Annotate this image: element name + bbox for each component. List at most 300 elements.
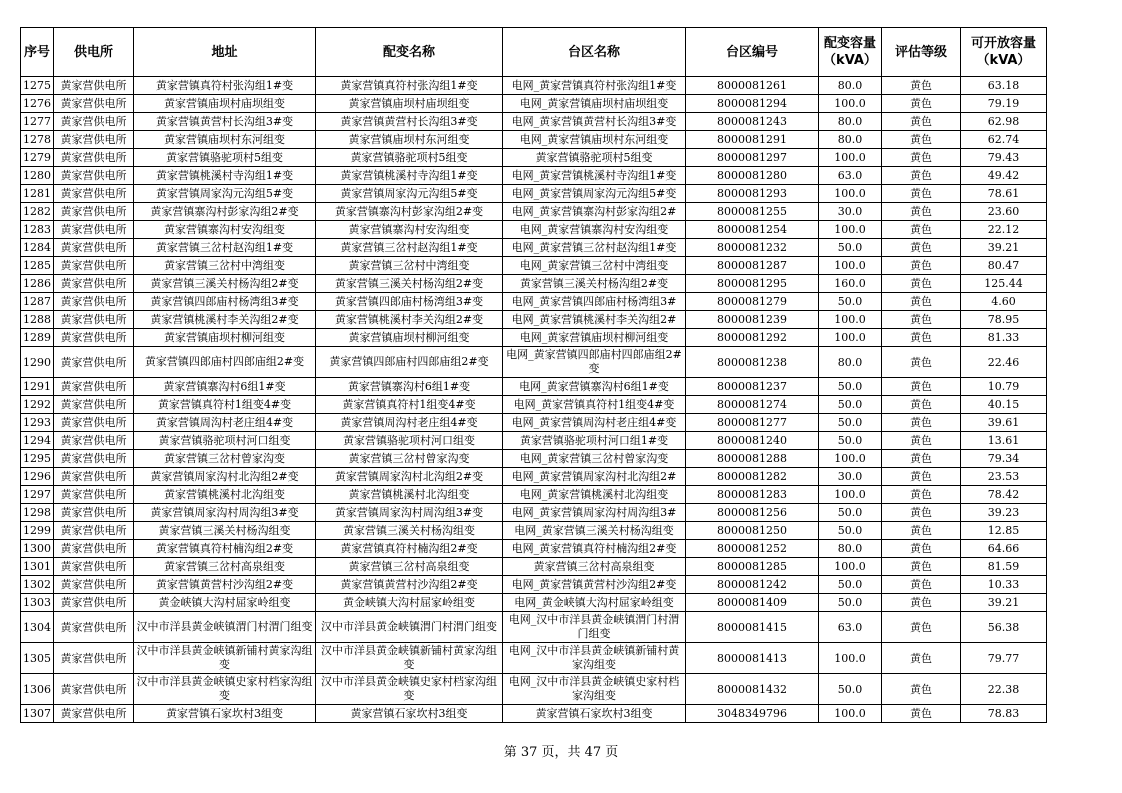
cell-seq: 1286 — [21, 275, 54, 293]
cell-rating: 黄色 — [882, 396, 961, 414]
cell-transformer: 黄家营镇周家沟村周沟组3#变 — [316, 504, 503, 522]
header-station: 供电所 — [54, 28, 134, 77]
cell-station: 黄家营供电所 — [54, 167, 134, 185]
cell-station: 黄家营供电所 — [54, 113, 134, 131]
cell-address: 黄家营镇骆驼项村河口组变 — [134, 432, 316, 450]
cell-address: 黄家营镇三岔村赵沟组1#变 — [134, 239, 316, 257]
cell-area-code: 8000081415 — [686, 612, 819, 643]
cell-rating: 黄色 — [882, 378, 961, 396]
cell-address: 黄金峡镇大沟村屈家岭组变 — [134, 594, 316, 612]
cell-station: 黄家营供电所 — [54, 558, 134, 576]
cell-area-name: 电网_汉中市洋县黄金峡镇史家村档家沟组变 — [503, 674, 686, 705]
cell-area-name: 电网_黄家营镇黄营村沙沟组2#变 — [503, 576, 686, 594]
cell-rating: 黄色 — [882, 203, 961, 221]
cell-seq: 1278 — [21, 131, 54, 149]
table-row — [21, 203, 1047, 221]
cell-area-code: 8000081238 — [686, 347, 819, 378]
cell-rating: 黄色 — [882, 275, 961, 293]
table-row — [21, 378, 1047, 396]
cell-capacity: 100.0 — [819, 329, 882, 347]
cell-available: 23.60 — [961, 203, 1047, 221]
cell-rating: 黄色 — [882, 432, 961, 450]
cell-seq: 1279 — [21, 149, 54, 167]
cell-area-code: 8000081261 — [686, 77, 819, 95]
cell-capacity: 100.0 — [819, 311, 882, 329]
cell-transformer: 黄家营镇桃溪村李关沟组2#变 — [316, 311, 503, 329]
cell-rating: 黄色 — [882, 77, 961, 95]
table-row — [21, 257, 1047, 275]
cell-available: 4.60 — [961, 293, 1047, 311]
cell-transformer: 黄金峡镇大沟村屈家岭组变 — [316, 594, 503, 612]
cell-seq: 1302 — [21, 576, 54, 594]
cell-available: 22.38 — [961, 674, 1047, 705]
cell-address: 汉中市洋县黄金峡镇史家村档家沟组变 — [134, 674, 316, 705]
cell-area-code: 8000081297 — [686, 149, 819, 167]
cell-area-name: 电网_黄家营镇三岔村中湾组变 — [503, 257, 686, 275]
cell-seq: 1284 — [21, 239, 54, 257]
cell-rating: 黄色 — [882, 486, 961, 504]
cell-available: 80.47 — [961, 257, 1047, 275]
cell-available: 39.61 — [961, 414, 1047, 432]
cell-available: 79.77 — [961, 643, 1047, 674]
cell-seq: 1294 — [21, 432, 54, 450]
table-row — [21, 540, 1047, 558]
cell-address: 黄家营镇黄营村长沟组3#变 — [134, 113, 316, 131]
table-row — [21, 504, 1047, 522]
cell-capacity: 80.0 — [819, 540, 882, 558]
cell-transformer: 汉中市洋县黄金峡镇史家村档家沟组变 — [316, 674, 503, 705]
cell-address: 黄家营镇寨沟村6组1#变 — [134, 378, 316, 396]
cell-station: 黄家营供电所 — [54, 257, 134, 275]
cell-rating: 黄色 — [882, 149, 961, 167]
cell-area-name: 电网_黄家营镇桃溪村北沟组变 — [503, 486, 686, 504]
table-body — [21, 77, 1047, 723]
cell-seq: 1290 — [21, 347, 54, 378]
cell-seq: 1306 — [21, 674, 54, 705]
cell-rating: 黄色 — [882, 674, 961, 705]
cell-rating: 黄色 — [882, 594, 961, 612]
cell-address: 汉中市洋县黄金峡镇新铺村黄家沟组变 — [134, 643, 316, 674]
cell-capacity: 100.0 — [819, 643, 882, 674]
cell-address: 黄家营镇三溪关村杨沟组2#变 — [134, 275, 316, 293]
cell-area-name: 黄家营镇三溪关村杨沟组2#变 — [503, 275, 686, 293]
table-row — [21, 131, 1047, 149]
cell-area-name: 电网_黄家营镇四郎庙村杨湾组3# — [503, 293, 686, 311]
cell-rating: 黄色 — [882, 293, 961, 311]
cell-available: 78.42 — [961, 486, 1047, 504]
cell-address: 汉中市洋县黄金峡镇渭门村渭门组变 — [134, 612, 316, 643]
cell-address: 黄家营镇真符村张沟组1#变 — [134, 77, 316, 95]
cell-area-code: 8000081252 — [686, 540, 819, 558]
cell-transformer: 黄家营镇桃溪村寺沟组1#变 — [316, 167, 503, 185]
cell-capacity: 80.0 — [819, 113, 882, 131]
cell-transformer: 黄家营镇庙坝村东河组变 — [316, 131, 503, 149]
cell-available: 13.61 — [961, 432, 1047, 450]
cell-available: 39.23 — [961, 504, 1047, 522]
cell-rating: 黄色 — [882, 576, 961, 594]
cell-capacity: 50.0 — [819, 293, 882, 311]
cell-area-name: 电网_黄家营镇三岔村曾家沟变 — [503, 450, 686, 468]
cell-transformer: 黄家营镇庙坝村柳河组变 — [316, 329, 503, 347]
cell-available: 23.53 — [961, 468, 1047, 486]
table-row — [21, 414, 1047, 432]
cell-area-code: 8000081280 — [686, 167, 819, 185]
cell-transformer: 黄家营镇桃溪村北沟组变 — [316, 486, 503, 504]
cell-station: 黄家营供电所 — [54, 203, 134, 221]
cell-capacity: 100.0 — [819, 558, 882, 576]
table-row — [21, 221, 1047, 239]
cell-area-code: 8000081232 — [686, 239, 819, 257]
cell-address: 黄家营镇周家沟元沟组5#变 — [134, 185, 316, 203]
cell-area-name: 电网_黄家营镇周家沟村周沟组3# — [503, 504, 686, 522]
header-seq: 序号 — [21, 28, 54, 77]
cell-station: 黄家营供电所 — [54, 275, 134, 293]
cell-available: 63.18 — [961, 77, 1047, 95]
cell-station: 黄家营供电所 — [54, 432, 134, 450]
cell-station: 黄家营供电所 — [54, 643, 134, 674]
cell-area-name: 黄家营镇骆驼项村5组变 — [503, 149, 686, 167]
cell-rating: 黄色 — [882, 522, 961, 540]
cell-station: 黄家营供电所 — [54, 239, 134, 257]
cell-address: 黄家营镇真符村楠沟组2#变 — [134, 540, 316, 558]
header-available: 可开放容量 （kVA） — [961, 28, 1047, 77]
cell-station: 黄家营供电所 — [54, 396, 134, 414]
cell-rating: 黄色 — [882, 257, 961, 275]
cell-capacity: 100.0 — [819, 95, 882, 113]
cell-rating: 黄色 — [882, 558, 961, 576]
cell-transformer: 汉中市洋县黄金峡镇新铺村黄家沟组变 — [316, 643, 503, 674]
table-row — [21, 396, 1047, 414]
cell-address: 黄家营镇庙坝村庙坝组变 — [134, 95, 316, 113]
cell-area-code: 8000081409 — [686, 594, 819, 612]
cell-area-code: 3048349796 — [686, 705, 819, 723]
cell-address: 黄家营镇桃溪村寺沟组1#变 — [134, 167, 316, 185]
cell-address: 黄家营镇周家沟村北沟组2#变 — [134, 468, 316, 486]
cell-seq: 1304 — [21, 612, 54, 643]
cell-seq: 1282 — [21, 203, 54, 221]
cell-capacity: 30.0 — [819, 203, 882, 221]
cell-available: 39.21 — [961, 594, 1047, 612]
cell-capacity: 50.0 — [819, 414, 882, 432]
cell-area-name: 电网_黄家营镇寨沟村安沟组变 — [503, 221, 686, 239]
header-transformer: 配变名称 — [316, 28, 503, 77]
table-row — [21, 486, 1047, 504]
cell-transformer: 黄家营镇三岔村赵沟组1#变 — [316, 239, 503, 257]
cell-rating: 黄色 — [882, 221, 961, 239]
cell-transformer: 黄家营镇寨沟村安沟组变 — [316, 221, 503, 239]
cell-transformer: 黄家营镇三溪关村杨沟组变 — [316, 522, 503, 540]
cell-area-code: 8000081432 — [686, 674, 819, 705]
cell-area-name: 电网_黄家营镇庙坝村庙坝组变 — [503, 95, 686, 113]
cell-capacity: 100.0 — [819, 185, 882, 203]
cell-capacity: 50.0 — [819, 378, 882, 396]
cell-available: 62.74 — [961, 131, 1047, 149]
cell-seq: 1299 — [21, 522, 54, 540]
cell-transformer: 黄家营镇真符村楠沟组2#变 — [316, 540, 503, 558]
cell-area-name: 电网_黄家营镇三溪关村杨沟组变 — [503, 522, 686, 540]
cell-area-name: 电网_黄家营镇庙坝村东河组变 — [503, 131, 686, 149]
cell-capacity: 100.0 — [819, 221, 882, 239]
cell-station: 黄家营供电所 — [54, 540, 134, 558]
cell-seq: 1307 — [21, 705, 54, 723]
cell-capacity: 50.0 — [819, 432, 882, 450]
cell-address: 黄家营镇寨沟村彭家沟组2#变 — [134, 203, 316, 221]
cell-transformer: 汉中市洋县黄金峡镇渭门村渭门组变 — [316, 612, 503, 643]
cell-rating: 黄色 — [882, 131, 961, 149]
cell-station: 黄家营供电所 — [54, 347, 134, 378]
cell-area-name: 电网_黄家营镇真符村楠沟组2#变 — [503, 540, 686, 558]
cell-seq: 1289 — [21, 329, 54, 347]
header-area-name: 台区名称 — [503, 28, 686, 77]
cell-available: 78.95 — [961, 311, 1047, 329]
cell-capacity: 80.0 — [819, 347, 882, 378]
cell-capacity: 50.0 — [819, 504, 882, 522]
cell-area-code: 8000081282 — [686, 468, 819, 486]
cell-transformer: 黄家营镇周沟村老庄组4#变 — [316, 414, 503, 432]
cell-available: 10.33 — [961, 576, 1047, 594]
table-row — [21, 311, 1047, 329]
cell-station: 黄家营供电所 — [54, 414, 134, 432]
cell-station: 黄家营供电所 — [54, 705, 134, 723]
cell-seq: 1292 — [21, 396, 54, 414]
cell-capacity: 80.0 — [819, 77, 882, 95]
cell-capacity: 160.0 — [819, 275, 882, 293]
cell-station: 黄家营供电所 — [54, 378, 134, 396]
cell-transformer: 黄家营镇黄营村沙沟组2#变 — [316, 576, 503, 594]
cell-seq: 1297 — [21, 486, 54, 504]
cell-address: 黄家营镇桃溪村李关沟组2#变 — [134, 311, 316, 329]
cell-transformer: 黄家营镇真符村1组变4#变 — [316, 396, 503, 414]
cell-area-code: 8000081274 — [686, 396, 819, 414]
table-row — [21, 77, 1047, 95]
cell-rating: 黄色 — [882, 311, 961, 329]
cell-station: 黄家营供电所 — [54, 504, 134, 522]
cell-rating: 黄色 — [882, 185, 961, 203]
cell-area-code: 8000081287 — [686, 257, 819, 275]
cell-area-code: 8000081413 — [686, 643, 819, 674]
cell-area-code: 8000081295 — [686, 275, 819, 293]
cell-area-name: 黄家营镇石家坎村3组变 — [503, 705, 686, 723]
cell-capacity: 50.0 — [819, 239, 882, 257]
cell-seq: 1300 — [21, 540, 54, 558]
cell-seq: 1275 — [21, 77, 54, 95]
table-row — [21, 113, 1047, 131]
table-row — [21, 347, 1047, 378]
table-row — [21, 432, 1047, 450]
cell-station: 黄家营供电所 — [54, 594, 134, 612]
cell-area-name: 电网_黄家营镇周家沟村北沟组2# — [503, 468, 686, 486]
cell-transformer: 黄家营镇三溪关村杨沟组2#变 — [316, 275, 503, 293]
cell-area-name: 电网_黄家营镇桃溪村寺沟组1#变 — [503, 167, 686, 185]
cell-station: 黄家营供电所 — [54, 612, 134, 643]
cell-available: 79.34 — [961, 450, 1047, 468]
cell-seq: 1280 — [21, 167, 54, 185]
cell-seq: 1288 — [21, 311, 54, 329]
cell-area-name: 电网_黄金峡镇大沟村屈家岭组变 — [503, 594, 686, 612]
cell-capacity: 80.0 — [819, 131, 882, 149]
cell-rating: 黄色 — [882, 468, 961, 486]
cell-transformer: 黄家营镇骆驼项村河口组变 — [316, 432, 503, 450]
cell-address: 黄家营镇庙坝村东河组变 — [134, 131, 316, 149]
table-row — [21, 450, 1047, 468]
cell-area-code: 8000081291 — [686, 131, 819, 149]
cell-capacity: 100.0 — [819, 450, 882, 468]
cell-station: 黄家营供电所 — [54, 486, 134, 504]
cell-transformer: 黄家营镇黄营村长沟组3#变 — [316, 113, 503, 131]
cell-available: 56.38 — [961, 612, 1047, 643]
cell-station: 黄家营供电所 — [54, 674, 134, 705]
cell-area-code: 8000081279 — [686, 293, 819, 311]
table-row — [21, 558, 1047, 576]
cell-transformer: 黄家营镇三岔村曾家沟变 — [316, 450, 503, 468]
cell-address: 黄家营镇真符村1组变4#变 — [134, 396, 316, 414]
cell-area-name: 电网_黄家营镇寨沟村6组1#变 — [503, 378, 686, 396]
cell-available: 78.83 — [961, 705, 1047, 723]
capacity-table — [20, 27, 1047, 723]
cell-seq: 1293 — [21, 414, 54, 432]
cell-seq: 1296 — [21, 468, 54, 486]
cell-transformer: 黄家营镇三岔村中湾组变 — [316, 257, 503, 275]
cell-rating: 黄色 — [882, 643, 961, 674]
cell-available: 39.21 — [961, 239, 1047, 257]
header-capacity: 配变容量 （kVA） — [819, 28, 882, 77]
cell-capacity: 100.0 — [819, 149, 882, 167]
cell-transformer: 黄家营镇寨沟村彭家沟组2#变 — [316, 203, 503, 221]
cell-address: 黄家营镇三岔村高泉组变 — [134, 558, 316, 576]
cell-address: 黄家营镇周家沟村周沟组3#变 — [134, 504, 316, 522]
table-row — [21, 705, 1047, 723]
cell-available: 22.12 — [961, 221, 1047, 239]
cell-available: 81.59 — [961, 558, 1047, 576]
cell-available: 78.61 — [961, 185, 1047, 203]
cell-transformer: 黄家营镇寨沟村6组1#变 — [316, 378, 503, 396]
cell-rating: 黄色 — [882, 414, 961, 432]
cell-area-code: 8000081294 — [686, 95, 819, 113]
cell-rating: 黄色 — [882, 113, 961, 131]
table-row — [21, 612, 1047, 643]
cell-seq: 1276 — [21, 95, 54, 113]
cell-rating: 黄色 — [882, 329, 961, 347]
cell-address: 黄家营镇黄营村沙沟组2#变 — [134, 576, 316, 594]
cell-transformer: 黄家营镇石家坎村3组变 — [316, 705, 503, 723]
cell-area-name: 电网_黄家营镇寨沟村彭家沟组2# — [503, 203, 686, 221]
cell-area-name: 黄家营镇三岔村高泉组变 — [503, 558, 686, 576]
cell-available: 64.66 — [961, 540, 1047, 558]
table-row — [21, 239, 1047, 257]
cell-station: 黄家营供电所 — [54, 149, 134, 167]
cell-station: 黄家营供电所 — [54, 311, 134, 329]
cell-capacity: 50.0 — [819, 576, 882, 594]
cell-station: 黄家营供电所 — [54, 77, 134, 95]
cell-address: 黄家营镇四郎庙村杨湾组3#变 — [134, 293, 316, 311]
cell-transformer: 黄家营镇四郎庙村杨湾组3#变 — [316, 293, 503, 311]
cell-seq: 1295 — [21, 450, 54, 468]
cell-available: 10.79 — [961, 378, 1047, 396]
cell-area-code: 8000081250 — [686, 522, 819, 540]
cell-station: 黄家营供电所 — [54, 95, 134, 113]
cell-area-name: 电网_黄家营镇桃溪村李关沟组2# — [503, 311, 686, 329]
cell-area-code: 8000081239 — [686, 311, 819, 329]
table-row — [21, 594, 1047, 612]
cell-available: 12.85 — [961, 522, 1047, 540]
header-area-code: 台区编号 — [686, 28, 819, 77]
cell-area-name: 电网_汉中市洋县黄金峡镇渭门村渭门组变 — [503, 612, 686, 643]
cell-station: 黄家营供电所 — [54, 293, 134, 311]
cell-capacity: 30.0 — [819, 468, 882, 486]
cell-available: 49.42 — [961, 167, 1047, 185]
cell-seq: 1281 — [21, 185, 54, 203]
cell-rating: 黄色 — [882, 504, 961, 522]
cell-area-code: 8000081283 — [686, 486, 819, 504]
cell-available: 81.33 — [961, 329, 1047, 347]
cell-rating: 黄色 — [882, 347, 961, 378]
cell-address: 黄家营镇桃溪村北沟组变 — [134, 486, 316, 504]
table-row — [21, 468, 1047, 486]
cell-rating: 黄色 — [882, 239, 961, 257]
cell-area-name: 黄家营镇骆驼项村河口组1#变 — [503, 432, 686, 450]
cell-rating: 黄色 — [882, 95, 961, 113]
header-rating: 评估等级 — [882, 28, 961, 77]
cell-area-name: 电网_黄家营镇周家沟元沟组5#变 — [503, 185, 686, 203]
cell-transformer: 黄家营镇三岔村高泉组变 — [316, 558, 503, 576]
cell-seq: 1283 — [21, 221, 54, 239]
cell-area-name: 电网_黄家营镇四郎庙村四郎庙组2#变 — [503, 347, 686, 378]
cell-transformer: 黄家营镇四郎庙村四郎庙组2#变 — [316, 347, 503, 378]
cell-station: 黄家营供电所 — [54, 450, 134, 468]
table-row — [21, 576, 1047, 594]
page-footer: 第 37 页，共 47 页 — [503, 745, 619, 760]
table-row — [21, 674, 1047, 705]
cell-area-code: 8000081256 — [686, 504, 819, 522]
cell-available: 79.43 — [961, 149, 1047, 167]
cell-address: 黄家营镇寨沟村安沟组变 — [134, 221, 316, 239]
cell-available: 125.44 — [961, 275, 1047, 293]
cell-area-name: 电网_黄家营镇真符村1组变4#变 — [503, 396, 686, 414]
cell-station: 黄家营供电所 — [54, 329, 134, 347]
header-address: 地址 — [134, 28, 316, 77]
cell-station: 黄家营供电所 — [54, 131, 134, 149]
cell-area-name: 电网_黄家营镇黄营村长沟组3#变 — [503, 113, 686, 131]
cell-seq: 1287 — [21, 293, 54, 311]
cell-station: 黄家营供电所 — [54, 468, 134, 486]
cell-station: 黄家营供电所 — [54, 185, 134, 203]
cell-area-code: 8000081240 — [686, 432, 819, 450]
cell-transformer: 黄家营镇周家沟元沟组5#变 — [316, 185, 503, 203]
cell-rating: 黄色 — [882, 167, 961, 185]
cell-available: 62.98 — [961, 113, 1047, 131]
cell-seq: 1305 — [21, 643, 54, 674]
cell-transformer: 黄家营镇庙坝村庙坝组变 — [316, 95, 503, 113]
cell-transformer: 黄家营镇真符村张沟组1#变 — [316, 77, 503, 95]
cell-station: 黄家营供电所 — [54, 221, 134, 239]
cell-address: 黄家营镇三岔村中湾组变 — [134, 257, 316, 275]
cell-address: 黄家营镇三溪关村杨沟组变 — [134, 522, 316, 540]
cell-transformer: 黄家营镇周家沟村北沟组2#变 — [316, 468, 503, 486]
cell-capacity: 100.0 — [819, 257, 882, 275]
cell-capacity: 63.0 — [819, 612, 882, 643]
cell-capacity: 50.0 — [819, 674, 882, 705]
table-row — [21, 185, 1047, 203]
cell-seq: 1277 — [21, 113, 54, 131]
cell-area-code: 8000081293 — [686, 185, 819, 203]
cell-area-code: 8000081242 — [686, 576, 819, 594]
cell-capacity: 50.0 — [819, 396, 882, 414]
cell-area-code: 8000081288 — [686, 450, 819, 468]
cell-area-code: 8000081285 — [686, 558, 819, 576]
cell-seq: 1291 — [21, 378, 54, 396]
table-header-row — [21, 28, 1047, 77]
cell-area-code: 8000081254 — [686, 221, 819, 239]
